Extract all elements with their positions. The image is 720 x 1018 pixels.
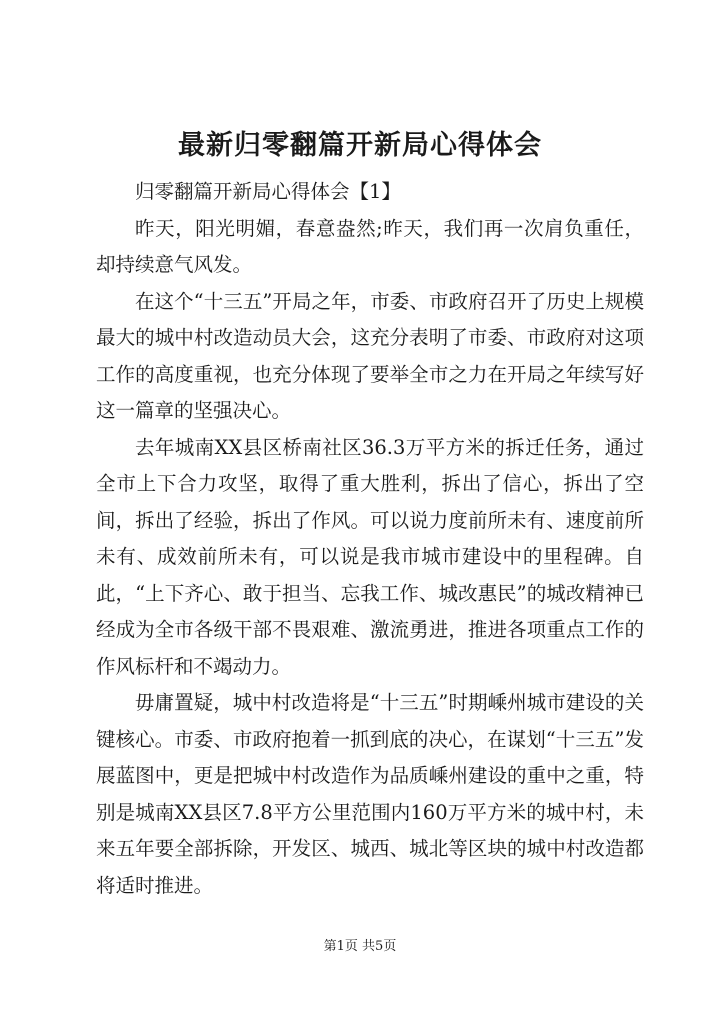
paragraph-1: 昨天，阳光明媚，春意盎然;昨天，我们再一次肩负重任，却持续意气风发。 <box>96 216 644 276</box>
document-title: 最新归零翻篇开新局心得体会 <box>178 130 542 161</box>
paragraph-2: 在这个“十三五”开局之年，市委、市政府召开了历史上规模最大的城中村改造动员大会，这充分表明了市委、市政府对这项工作的高度重视，也充分体现了要举全市之力在开局之年续写好这一篇章的坚强决心。 <box>96 289 644 422</box>
document-body <box>96 174 644 904</box>
page-number-footer: 第1页 共5页 <box>323 939 397 954</box>
paragraph-subtitle: 归零翻篇开新局心得体会【1】 <box>135 180 401 203</box>
paragraph-3: 去年城南XX县区桥南社区36.3万平方米的拆迁任务，通过全市上下合力攻坚，取得了重大胜利，拆出了信心，拆出了空间，拆出了经验，拆出了作风。可以说力度前所未有、速度前所未有、成效前所未有，可以说是我市城市建设中的里程碑。自此，“上下齐心、敢于担当、忘我工作、城改惠民”的城改精神已经成为全市各级干部不畏艰难、激流勇进，推进各项重点工作的作风标杆和不竭动力。 <box>96 435 644 678</box>
paragraph-4: 毋庸置疑，城中村改造将是“十三五”时期嵊州城市建设的关键核心。市委、市政府抱着一抓到底的决心，在谋划“十三五”发展蓝图中，更是把城中村改造作为品质嵊州建设的重中之重，特别是城南XX县区7.8平方公里范围内160万平方米的城中村，未来五年要全部拆除，开发区、城西、城北等区块的城中村改造都将适时推进。 <box>96 691 644 897</box>
